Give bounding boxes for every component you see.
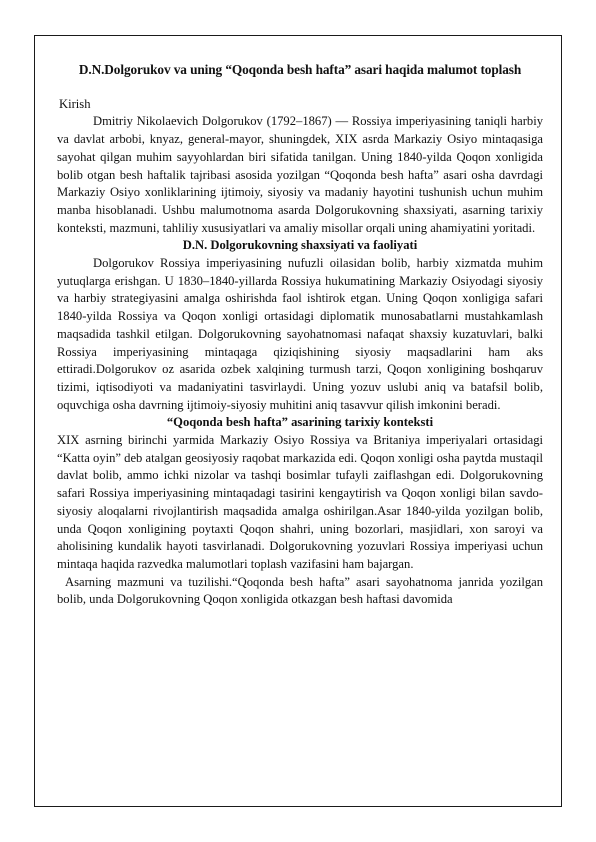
document-title: D.N.Dolgorukov va uning “Qoqonda besh hafta” asari haqida malumot toplash bbox=[78, 62, 522, 77]
document-body bbox=[57, 61, 543, 609]
paragraph-context: XIX asrning birinchi yarmida Markaziy Osiyo Rossiya va Britaniya imperiyalari ortasidagi “Katta oyin” deb atalgan geosiyosiy raqobat markazida edi. Qoqon xonligi osha paytda mustaqil davlat bolib, ammo ichki nizolar va tashqi bosimlar tufayli zaiflashgan edi. Dolgorukovning safari Rossiya imperiyasining mintaqadagi tasirini kengaytirish va Qoqon xonligi bilan savdo-siyosiy aloqalarni rivojlantirish maqsadida amalga oshirilgan.Asar 1840-yilda yozilgan bolib, unda Qoqon xonligining poytaxti Qoqon shahri, uning bozorlari, masjidlari, xon saroyi va aholisining kundalik hayoti tasvirlanadi. Dolgorukovning yozuvlari Rossiya imperiyasi uchun mintaqa haqida razvedka malumotlari toplash vazifasini ham bajargan. bbox=[57, 433, 543, 571]
paragraph-biography: Dolgorukov Rossiya imperiyasining nufuzli oilasidan bolib, harbiy xizmatda muhim yutuqlarga erishgan. U 1830–1840-yillarda Rossiya hukumatining Markaziy Osiyodagi siyosiy va harbiy strategiyasini amalga oshirishda faol ishtirok etgan. Uning Qoqon xonligiga safari 1840-yilda Rossiya va Qoqon xonligi ortasidagi diplomatik munosabatlarni mustahkamlash maqsadida tashkil etilgan. Dolgorukovning sayohatnomasi nafaqat shaxsiy kuzatuvlari, balki Rossiya imperiyasining mintaqaga qiziqishining siyosiy maqsadlarini ham aks ettiradi.Dolgorukov oz asarida ozbek xalqining turmush tarzi, Qoqon xonligining boshqaruv tizimi, iqtisodiyoti va madaniyatini tasvirlaydi. Uning yozuv uslubi aniq va batafsil bolib, oquvchiga osha davrning ijtimoiy-siyosiy muhitini aniq tasavvur qilish imkonini beradi. bbox=[57, 256, 543, 412]
section-label-kirish: Kirish bbox=[59, 96, 91, 111]
paragraph-structure: Asarning mazmuni va tuzilishi.“Qoqonda besh hafta” asari sayohatnoma janrida yozilgan bolib, unda Dolgorukovning Qoqon xonligida otkazgan besh haftasi davomida bbox=[57, 574, 543, 607]
section-heading-context: “Qoqonda besh hafta” asarining tarixiy konteksti bbox=[166, 415, 434, 430]
paragraph-intro: Dmitriy Nikolaevich Dolgorukov (1792–1867) — Rossiya imperiyasining taniqli harbiy va davlat arbobi, knyaz, general-mayor, shuningdek, XIX asrda Markaziy Osiyo mintaqasiga sayohat qilgan muhim sayyohlardan biri sifatida tanilgan. Uning 1840-yilda Qoqon xonligida bolib otgan besh haftalik tajribasi asosida yozilgan “Qoqonda besh hafta” asari osha davrdagi Markaziy Osiyo xonliklarining ijtimoiy, siyosiy va madaniy hayotini tushunish uchun muhim manba hisoblanadi. Ushbu malumotnoma asarda Dolgorukovning shaxsiyati, asarning tarixiy konteksti, mazmuni, tahliliy xususiyatlari va amaliy misollar orqali uning ahamiyatini yoritadi. bbox=[57, 114, 543, 235]
section-heading-biography: D.N. Dolgorukovning shaxsiyati va faoliyati bbox=[182, 238, 418, 253]
